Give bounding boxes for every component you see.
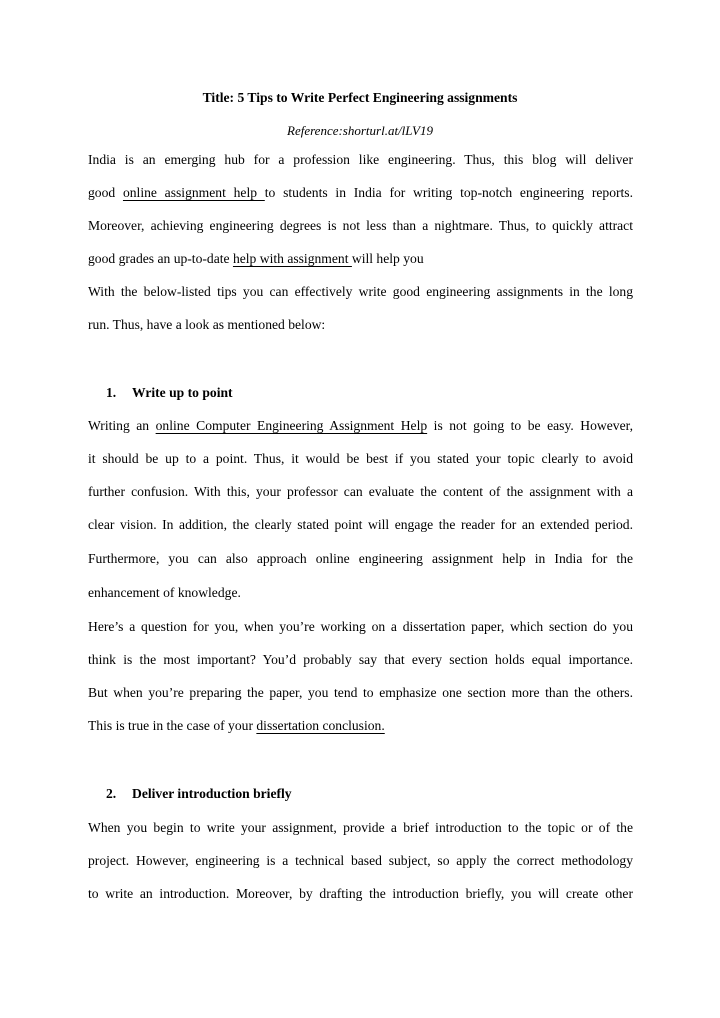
intro-line-1: India is an emerging hub for a profession like engineering. Thus, this blog will deliver <box>88 152 633 167</box>
intro-line-4-text-a: good grades an up-to-date <box>88 251 233 266</box>
section-1-title: Write up to point <box>132 385 233 400</box>
section-1-line-2: it should be up to a point. Thus, it would be best if you stated your topic clearly to avoid <box>88 451 633 466</box>
computer-engineering-help-link[interactable]: online Computer Engineering Assignment Help <box>155 418 428 433</box>
intro-line-2-text-b: to students in India for writing top-notch engineering reports. <box>264 185 633 200</box>
section-1-number: 1. <box>106 385 117 400</box>
section-1-line-1-text-a: Writing an <box>88 418 156 433</box>
intro-line-2 <box>88 183 633 203</box>
section-1-heading <box>106 383 233 403</box>
section-2-title: Deliver introduction briefly <box>132 786 292 801</box>
intro-line-3: Moreover, achieving engineering degrees is not less than a nightmare. Thus, to quickly attract <box>88 218 633 233</box>
intro-line-4-text-b: will help you <box>351 251 424 266</box>
section-1-line-7: Here’s a question for you, when you’re working on a dissertation paper, which section do you <box>88 619 633 634</box>
section-2-line-3: to write an introduction. Moreover, by drafting the introduction briefly, you will create other <box>88 886 633 901</box>
intro-line-6: run. Thus, have a look as mentioned below: <box>88 317 326 332</box>
section-1-line-1-text-b: is not going to be easy. However, <box>427 418 633 433</box>
section-1-line-3: further confusion. With this, your professor can evaluate the content of the assignment with a <box>88 484 633 499</box>
section-2-number: 2. <box>106 786 117 801</box>
section-2-heading <box>106 784 292 804</box>
online-assignment-help-link[interactable]: online assignment help <box>122 185 265 200</box>
section-2-line-1: When you begin to write your assignment, provide a brief introduction to the topic or of the <box>88 820 633 835</box>
page-title: Title: 5 Tips to Write Perfect Engineering assignments <box>202 90 518 105</box>
section-2-line-2: project. However, engineering is a technical based subject, so apply the correct methodology <box>88 853 633 868</box>
section-1-line-9: But when you’re preparing the paper, you tend to emphasize one section more than the others. <box>88 685 633 700</box>
section-1-line-10-text: This is true in the case of your <box>88 718 257 733</box>
section-1-line-5: Furthermore, you can also approach online engineering assignment help in India for the <box>88 551 633 566</box>
section-1-line-10 <box>88 716 633 736</box>
reference-line: Reference:shorturl.at/lLV19 <box>287 123 433 138</box>
intro-line-4 <box>88 249 633 269</box>
section-1-line-4: clear vision. In addition, the clearly stated point will engage the reader for an extended period. <box>88 517 633 532</box>
help-with-assignment-link[interactable]: help with assignment <box>232 251 352 266</box>
intro-line-2-text-a: good <box>88 185 123 200</box>
section-1-line-1 <box>88 416 633 436</box>
section-1-line-6: enhancement of knowledge. <box>88 585 241 600</box>
section-1-line-8: think is the most important? You’d probably say that every section holds equal importance. <box>88 652 633 667</box>
dissertation-conclusion-link[interactable]: dissertation conclusion. <box>256 718 385 733</box>
intro-line-5: With the below-listed tips you can effectively write good engineering assignments in the long <box>88 284 633 299</box>
